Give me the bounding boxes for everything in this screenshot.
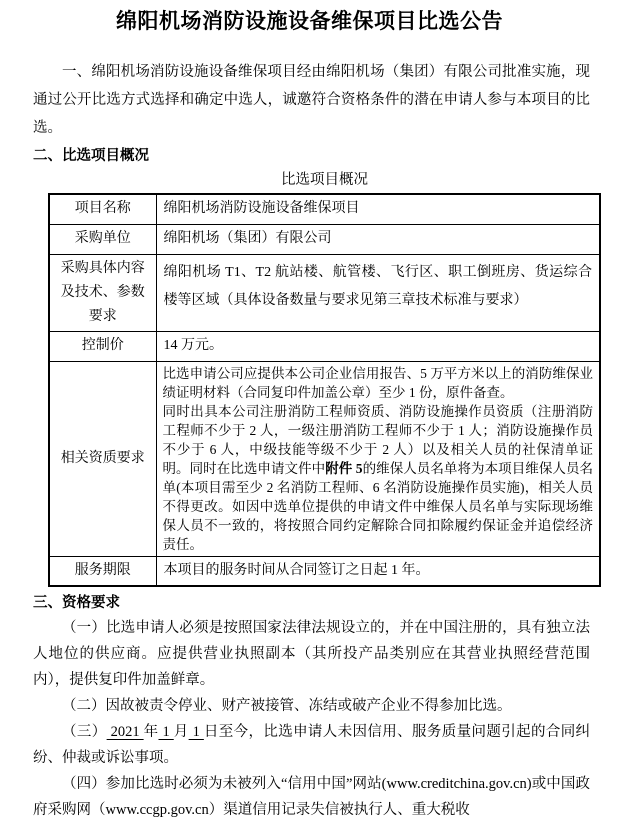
qualification-item	[33, 719, 590, 771]
table-row	[49, 331, 600, 361]
text-segment: （四）参加比选时必须为未被列入“信用中国”网站(www.creditchina.gov.cn)或中国政府采购网（www.ccgp.gov.cn）渠道信用记录失信被执行人、重大税收	[33, 775, 590, 818]
section3-heading: 三、资格要求	[33, 594, 120, 611]
cell-paragraph	[164, 259, 593, 315]
overview-table-body	[49, 194, 600, 586]
text-segment: 的维保人员名单将为本项目维保人员名单(本项目需至少 2 名消防工程师、6 名消防设施操作员实施)，相关人员不得更改。如因中选单位提供的申请文件中维保人员名单与实际现场维保人员不一致的，将按照合同约定解除合同扣除履约保证金并追偿经济责任。	[162, 460, 594, 552]
text-segment: （三）	[62, 723, 107, 740]
table-row	[49, 361, 600, 556]
row-value	[156, 194, 600, 224]
row-label: 采购具体内容及技术、参数要求	[49, 254, 156, 331]
table-row	[49, 254, 600, 331]
text-segment: 年	[143, 723, 159, 740]
row-label: 项目名称	[49, 194, 156, 224]
text-segment: （二）因故被责令停业、财产被接管、冻结或破产企业不得参加比选。	[62, 697, 512, 714]
table-row	[49, 194, 600, 224]
text-segment: 月	[173, 723, 189, 740]
table-row	[49, 556, 600, 586]
row-value	[156, 331, 600, 361]
cell-paragraph	[164, 560, 593, 582]
text-segment: （一）比选申请人必须是按照国家法律法规设立的，并在中国注册的，具有独立法人地位的供应商。应提供营业执照副本（其所投产品类别应在其营业执照经营范围内），提供复印件加盖鲜章。	[33, 619, 590, 688]
underlined-text: 2021	[106, 723, 144, 740]
text-segment: 同时出具本公司注册消防工程师资质、消防设施操作员资质（注册消防工程师不少于 2 人，一级注册消防工程师不少于 1 人；消防设施操作员不少于 6 人，中级技能等级不少于 2 人）以及相关人员的社保清单证明。同时在比选申请文件中	[162, 403, 593, 476]
document-body	[0, 58, 619, 823]
qualification-list	[33, 615, 590, 823]
row-label: 相关资质要求	[49, 361, 156, 556]
qualification-item	[33, 693, 590, 719]
intro-paragraph: 一、绵阳机场消防设施设备维保项目经由绵阳机场（集团）有限公司批准实施，现通过公开比选方式选择和确定中选人，诚邀符合资格条件的潜在申请人参与本项目的比选。	[33, 64, 590, 136]
text-segment: 本项目的服务时间从合同签订之日起 1 年。	[163, 562, 430, 578]
text-segment: 日至今，比选申请人未因信用、服务质量问题引起的合同纠纷、仲裁或诉讼事项。	[33, 723, 591, 766]
row-label: 采购单位	[49, 224, 156, 254]
bold-text: 附件 5	[325, 460, 363, 476]
row-value	[156, 361, 600, 556]
overview-table	[48, 193, 601, 587]
row-label: 服务期限	[49, 556, 156, 586]
cell-paragraph	[163, 402, 594, 554]
text-segment: 绵阳机场消防设施设备维保项目	[163, 201, 360, 217]
cell-paragraph	[164, 228, 593, 250]
row-value	[156, 254, 600, 331]
cell-paragraph	[164, 335, 593, 357]
row-label: 控制价	[49, 331, 156, 361]
text-segment: 绵阳机场（集团）有限公司	[163, 231, 332, 246]
text-segment: 14 万元。	[163, 338, 223, 353]
cell-paragraph	[163, 364, 594, 402]
qualification-item	[33, 615, 590, 693]
cell-paragraph	[164, 198, 593, 220]
row-value	[156, 224, 600, 254]
document-title: 绵阳机场消防设施设备维保项目比选公告	[116, 10, 503, 33]
qualification-item	[33, 771, 590, 823]
text-segment: 绵阳机场 T1、T2 航站楼、航管楼、飞行区、职工倒班房、货运综合楼等区域（具体设备数量与要求见第三章技术标准与要求）	[163, 264, 592, 308]
section2-heading: 二、比选项目概况	[33, 148, 149, 164]
table-row	[49, 224, 600, 254]
underlined-text: 1	[158, 723, 174, 740]
row-value	[156, 556, 600, 586]
table-caption: 比选项目概况	[281, 172, 368, 188]
underlined-text: 1	[188, 723, 204, 740]
text-segment: 比选申请公司应提供本公司企业信用报告、5 万平方米以上的消防维保业绩证明材料（合同复印件加盖公章）至少 1 份，原件备查。	[162, 365, 593, 400]
